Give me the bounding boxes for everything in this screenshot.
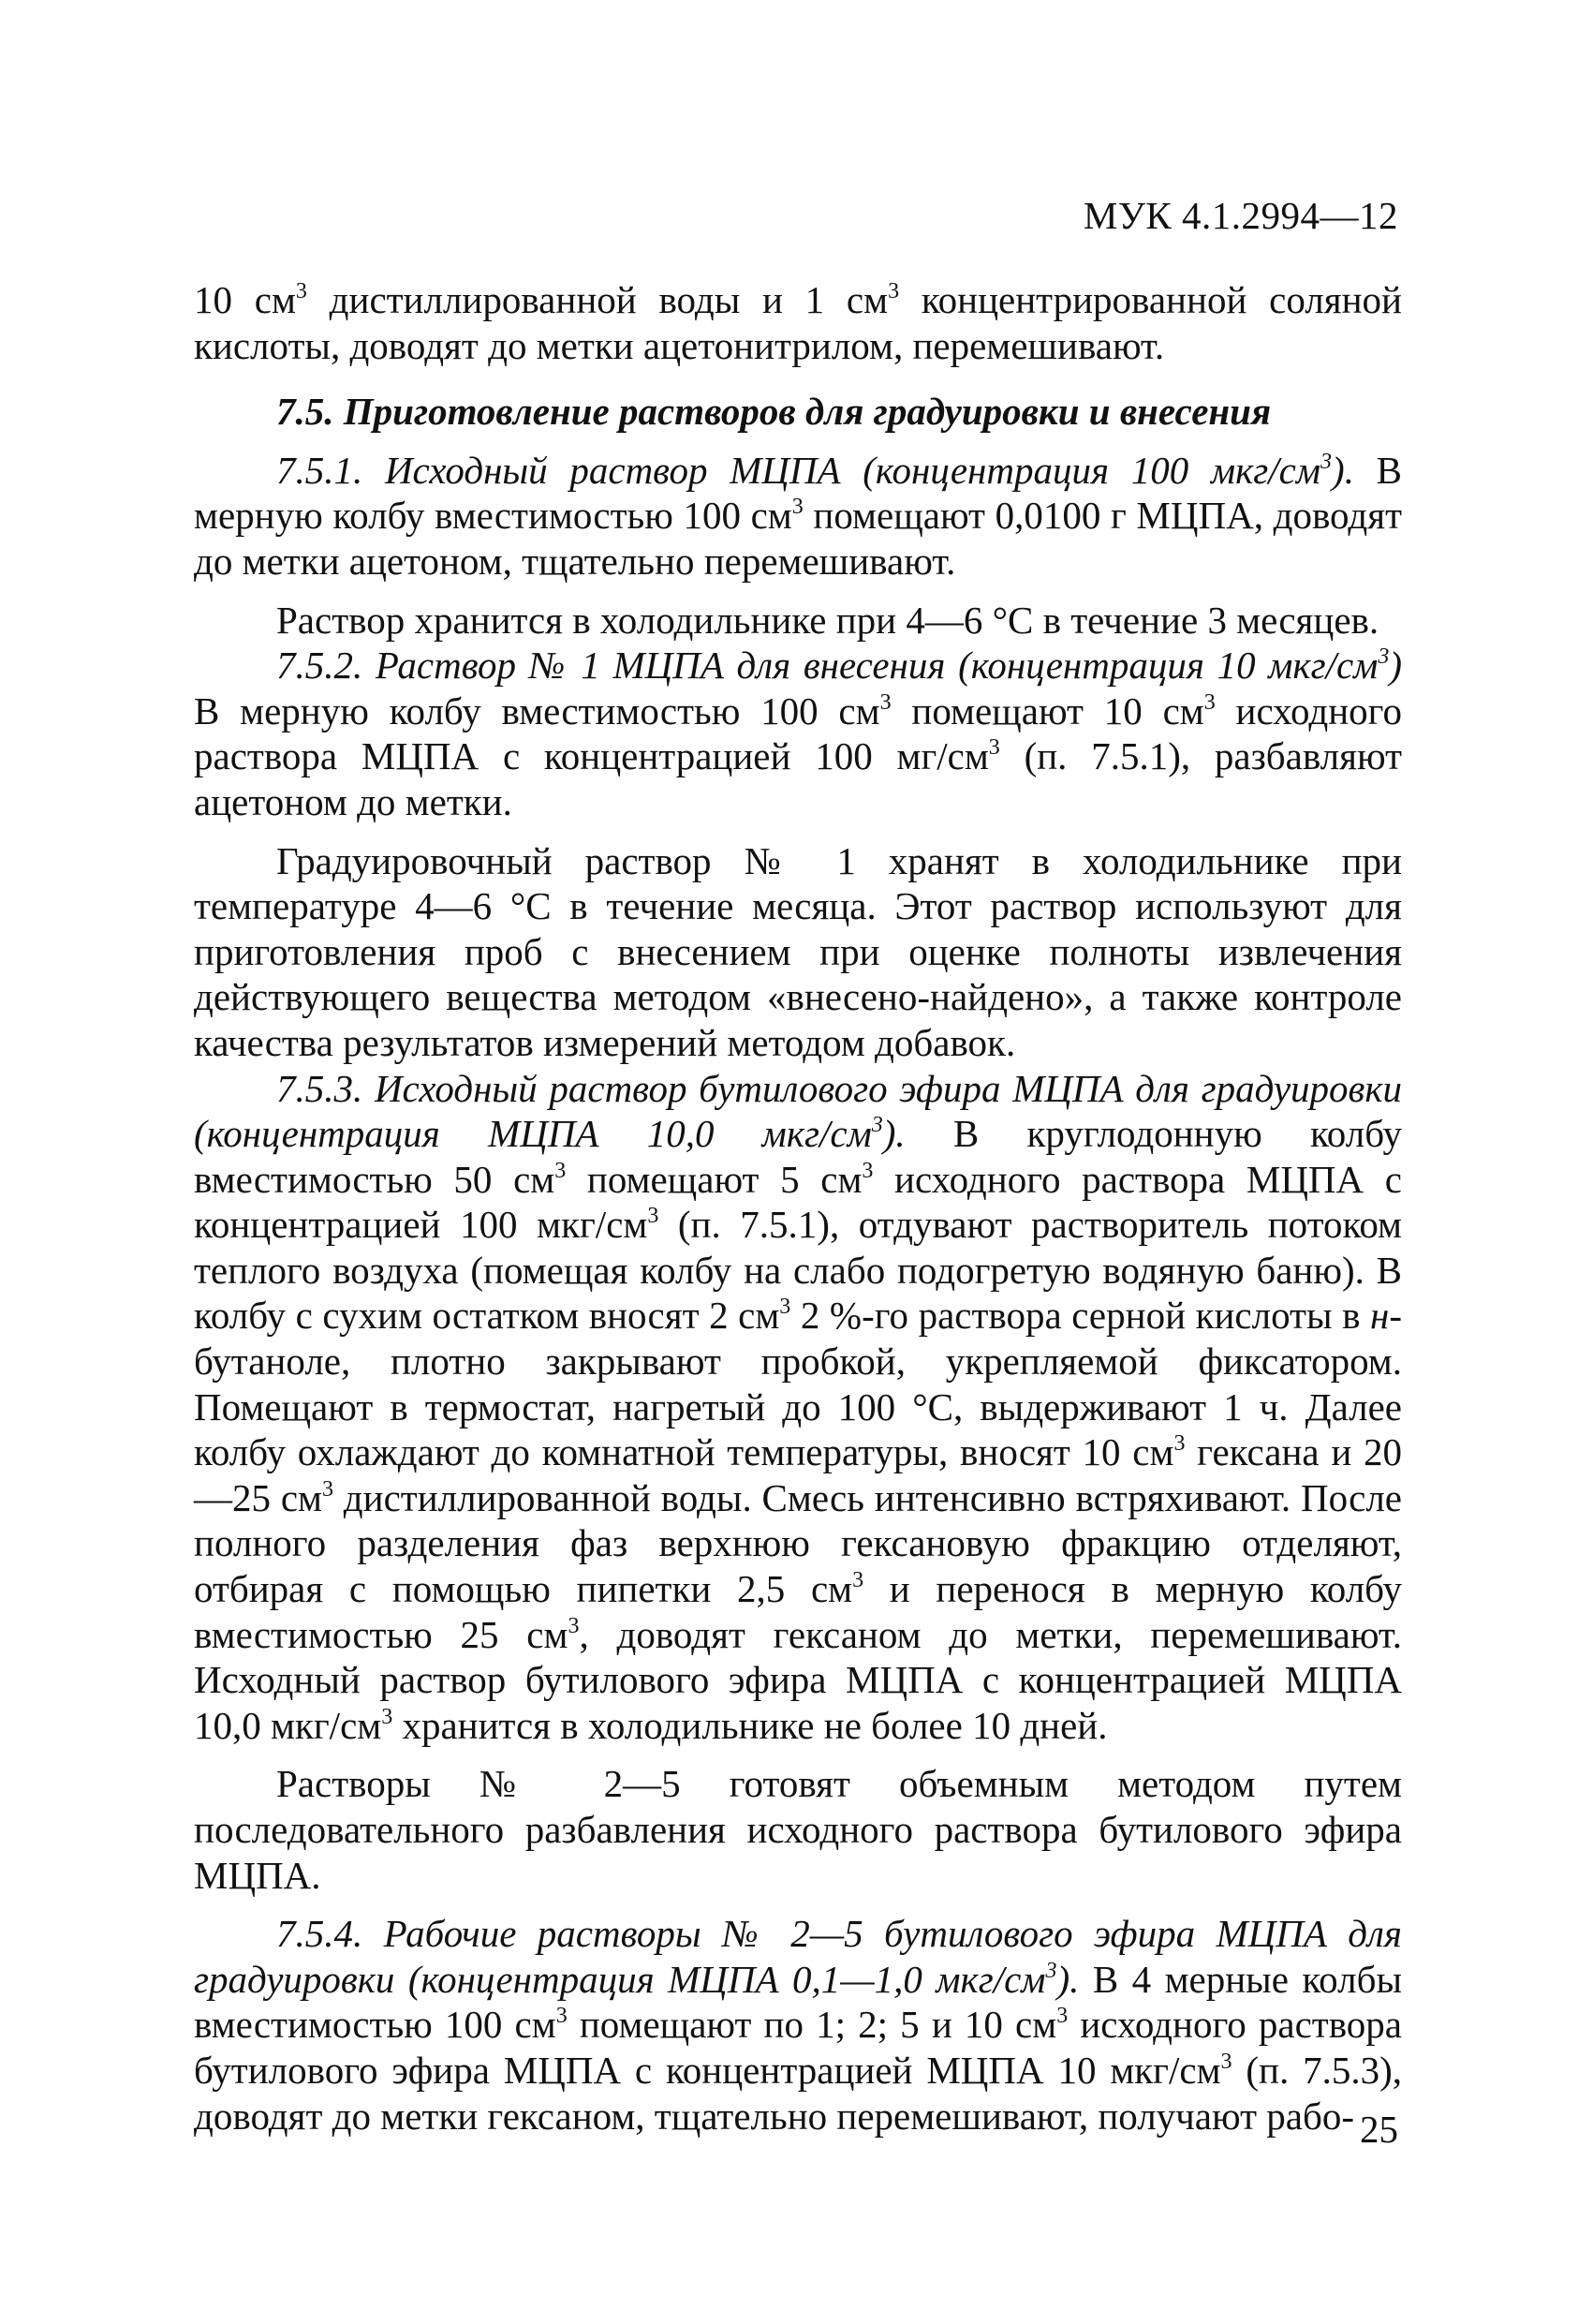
text-run: ).	[882, 1112, 906, 1156]
paragraph-continuation	[194, 277, 1402, 368]
text-run: В мерную колбу вместимостью 100 см	[194, 448, 1402, 538]
text-run: помещают по 1; 2; 5 и 10 см	[567, 2003, 1057, 2047]
text-run: и перенося в мерную колбу вместимостью 25 см	[194, 1567, 1402, 1656]
text-run: 7.5.3. Исходный раствор бутилового эфира МЦПА для градуировки (концентрация МЦПА 10,0 мкг/см	[194, 1066, 1402, 1156]
text-run: ).	[1056, 1957, 1080, 2001]
superscript: 3	[554, 1158, 567, 1183]
superscript: 3	[647, 1204, 659, 1229]
text-run: (п. 7.5.3), доводят до метки гексаном, тщательно перемешивают, получают рабо-	[194, 2048, 1403, 2138]
superscript: 3	[1320, 449, 1333, 474]
document-code-header: МУК 4.1.2994—12	[1083, 194, 1398, 237]
superscript: 3	[381, 1704, 393, 1729]
superscript: 3	[988, 735, 1000, 761]
subsection-title	[276, 644, 1402, 687]
text-run: исходного раствора МЦПА с концентрацией 100 мкг/см	[194, 1157, 1402, 1247]
superscript: 3	[1045, 1958, 1057, 1983]
paragraph-7-5-2	[194, 643, 1402, 824]
text-run: концентрированной соляной кислоты, доводят до метки ацетонитрилом, перемешивают.	[194, 278, 1402, 367]
paragraph-dilution-note: Растворы № 2—5 готовят объемным методом путем последовательного разбавления исходного раствора бутилового эфира МЦПА.	[194, 1762, 1402, 1897]
text-run: 7.5.4. Рабочие растворы № 2—5 бутилового эфира МЦПА для градуировки (концентрация МЦПА 0,1—1,0 мкг/см	[194, 1912, 1402, 2001]
superscript: 3	[568, 1613, 580, 1638]
text-run: помещают 5 см	[566, 1157, 863, 1201]
paragraph-7-5-1	[194, 448, 1402, 585]
paragraph-7-5-3	[194, 1066, 1402, 1749]
superscript: 3	[1173, 1431, 1186, 1457]
superscript: 3	[888, 279, 900, 303]
text-run: В круглодонную колбу вместимостью 50 см	[194, 1112, 1402, 1201]
superscript: 3	[1378, 644, 1390, 670]
text-run: 7.5.2. Раствор № 1 МЦПА для внесения (концентрация 10 мкг/см	[276, 644, 1379, 688]
superscript: 3	[871, 1113, 883, 1138]
text-run: хранится в холодильнике не более 10 дней.	[392, 1703, 1108, 1747]
text-run: помещают 10 см	[891, 688, 1204, 733]
superscript: 3	[1203, 689, 1216, 715]
text-run: (п. 7.5.1), отдувают растворитель потоком теплого воздуха (помещая колбу на слабо подогретую водяную баню). В колбу с сухим остатком вносят 2 см	[194, 1203, 1402, 1338]
text-run: н	[1370, 1294, 1390, 1338]
text-run: )	[1389, 644, 1402, 688]
text-run: дистиллированной воды и 1 см	[306, 278, 889, 321]
text-run: исходного раствора МЦПА с концентрацией 100 мг/см	[194, 688, 1402, 778]
superscript: 3	[1056, 2004, 1069, 2029]
paragraph-storage: Раствор хранится в холодильнике при 4—6 °С в течение 3 месяцев.	[276, 598, 1379, 642]
page-number: 25	[1360, 2108, 1398, 2151]
text-run: 2 %-го раствора серной кислоты в	[790, 1294, 1370, 1338]
text-run: помещают 0,0100 г МЦПА, доводят до метки ацетоном, тщательно перемешивают.	[194, 494, 1402, 583]
superscript: 3	[852, 1568, 864, 1593]
text-run: ).	[1332, 448, 1354, 492]
text-run: В 4 мерные колбы вместимостью 100 см	[194, 1957, 1403, 2047]
text-run: дистиллированной воды. Смесь интенсивно встряхивают. После полного разделения фаз верхнюю гексановую фракцию отделяют, отбирая с помощью пипетки 2,5 см	[194, 1475, 1402, 1611]
text-run: исходного раствора бутилового эфира МЦПА с концентрацией МЦПА 10 мкг/см	[194, 2003, 1403, 2092]
subsection-title	[276, 449, 1354, 492]
superscript: 3	[295, 279, 307, 303]
section-heading: 7.5. Приготовление растворов для градуировки и внесения	[276, 390, 1272, 434]
text-run: гексана и 20—25 см	[194, 1430, 1402, 1519]
superscript: 3	[791, 495, 804, 520]
paragraph-calibration-storage: Градуировочный раствор № 1 хранят в холодильнике при температуре 4—6 °С в течение месяца. Этот раствор используют для приготовления проб с внесением при оценке полноты извлечения действующего вещества методом «внесено-найдено», а также контроле качества результатов измерений методом добавок.	[194, 838, 1402, 1064]
text-run: В мерную колбу вместимостью 100 см	[194, 688, 880, 733]
superscript: 3	[321, 1476, 333, 1502]
superscript: 3	[779, 1295, 791, 1320]
text-run: 7.5.1. Исходный раствор МЦПА (концентрация 100 мкг/см	[276, 448, 1321, 492]
text-run: , доводят гексаном до метки, перемешивают. Исходный раствор бутилового эфира МЦПА с концентрацией МЦПА 10,0 мкг/см	[194, 1612, 1403, 1747]
text-run: (п. 7.5.1), разбавляют ацетоном до метки.	[194, 734, 1402, 823]
text-run: -бутаноле, плотно закрывают пробкой, укрепляемой фиксатором. Помещают в термостат, нагретый до 100 °С, выдерживают 1 ч. Далее колбу охлаждают до комнатной температуры, вносят 10 см	[194, 1294, 1402, 1474]
superscript: 3	[862, 1158, 874, 1183]
superscript: 3	[555, 2004, 568, 2029]
paragraph-7-5-4	[194, 1911, 1402, 2139]
superscript: 3	[879, 689, 892, 715]
text-run: 10 см	[194, 278, 296, 321]
superscript: 3	[1220, 2049, 1232, 2074]
document-body	[194, 277, 1402, 2139]
